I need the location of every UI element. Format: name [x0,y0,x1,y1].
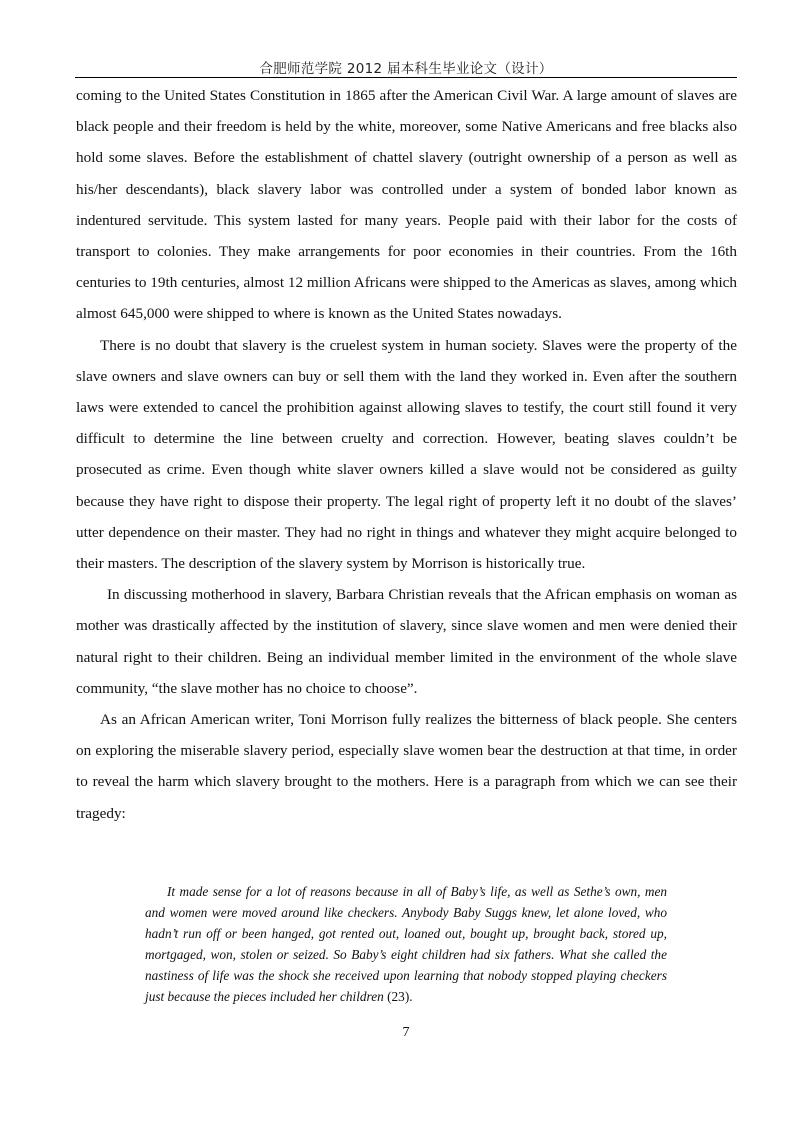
paragraph-3: In discussing motherhood in slavery, Barbara Christian reveals that the African emphasis on woman as mother was drastically affected by the institution of slavery, since slave women and men were denied their natural right to their children. Being an individual member limited in the environment of the whole slave community, “the slave mother has no choice to choose”. [76,586,737,697]
paragraph-4: As an African American writer, Toni Morrison fully realizes the bitterness of black people. She centers on exploring the miserable slavery period, especially slave women bear the destruction at that time, in order to reveal the harm which slavery brought to the mothers. Here is a paragraph from which we can see their tragedy: [76,711,737,822]
paragraph-1: coming to the United States Constitution in 1865 after the American Civil War. A large amount of slaves are black people and their freedom is held by the white, moreover, some Native Americans and free blacks also hold some slaves. Before the establishment of chattel slavery (outright ownership of a person as well as his/her descendants), black slavery labor was controlled under a system of bonded labor known as indentured servitude. This system lasted for many years. People paid with their labor for the costs of transport to colonies. They make arrangements for poor economies in their countries. From the 16th centuries to 19th centuries, almost 12 million Africans were shipped to the Americas as slaves, among which almost 645,000 were shipped to where is known as the United States nowadays. [76,87,737,323]
block-quote-citation: (23). [383,988,413,1004]
block-quote [145,882,667,1007]
body-text [76,80,737,829]
running-header: 合肥师范学院 2012 届本科生毕业论文（设计） [259,61,553,77]
header-rule [75,77,737,78]
page-number: 7 [402,1025,410,1040]
block-quote-text: It made sense for a lot of reasons because in all of Baby’s life, as well as Sethe’s own, men and women were moved around like checkers. Anybody Baby Suggs knew, let alone loved, who hadn’t run off or been hanged, got rented out, loaned out, bought up, brought back, stored up, mortgaged, won, stolen or seized. So Baby’s eight children had six fathers. What she called the nastiness of life was the shock she received upon learning that nobody stopped playing checkers just because the pieces included her children [145,884,667,1004]
paragraph-2: There is no doubt that slavery is the cruelest system in human society. Slaves were the property of the slave owners and slave owners can buy or sell them with the land they worked in. Even after the southern laws were extended to cancel the prohibition against allowing slaves to testify, the court still found it very difficult to determine the line between cruelty and correction. However, beating slaves couldn’t be prosecuted as crime. Even though white slaver owners killed a slave would not be considered as guilty because they have right to dispose their property. The legal right of property left it no doubt of the slaves’ utter dependence on their master. They had no right in things and whatever they might acquire belonged to their masters. The description of the slavery system by Morrison is historically true. [76,336,737,573]
